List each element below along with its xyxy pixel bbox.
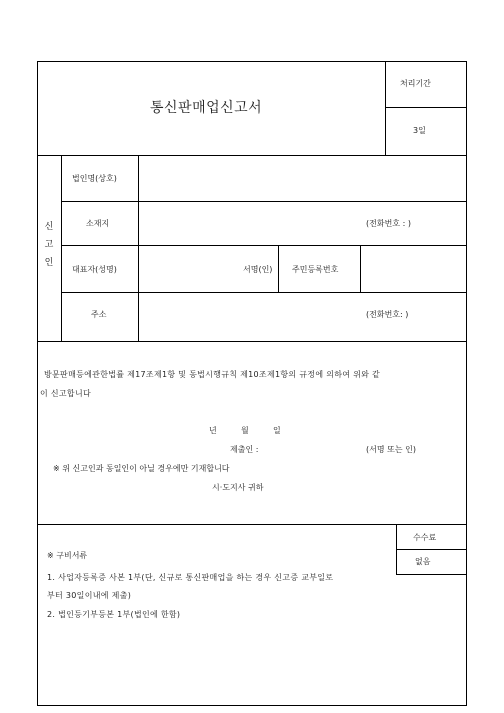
signature-divider (278, 245, 279, 292)
required-doc-1-line-2: 부터 30일이내에 제출) (47, 591, 132, 600)
lower-divider (37, 524, 467, 525)
resident-no-label: 주민등록번호 (292, 265, 339, 274)
side-char-2: 고 (44, 240, 54, 250)
processing-period-label: 처리기간 (400, 79, 431, 88)
required-doc-1-line-1: 1. 사업자등록증 사본 1부(단, 신규로 통신판매업을 하는 경우 신고증 교부일로 (47, 573, 334, 582)
date-month: 월 (241, 426, 249, 435)
address-field[interactable] (139, 293, 364, 341)
address-phone-label: (전화번호: ) (366, 310, 409, 319)
signature-label: 서명(인) (243, 265, 273, 274)
required-docs-title: ※ 구비서류 (47, 551, 88, 560)
corp-name-label: 법인명(상호) (72, 174, 117, 183)
submitter-sign-label: (서명 또는 인) (366, 445, 416, 454)
side-label-divider (61, 155, 62, 341)
section-divider (37, 341, 467, 342)
location-field[interactable] (139, 202, 364, 245)
submitter-note: ※ 위 신고인과 동일인이 아닐 경우에만 기재합니다 (53, 464, 230, 473)
representative-field[interactable] (139, 246, 239, 292)
processing-period-value: 3일 (413, 126, 426, 135)
resident-no-field[interactable] (361, 246, 466, 292)
statement-line-1: 방문판매등에관한법률 제17조제1항 및 동법시행규칙 제10조제1항의 규정에 의하여 위와 같 (44, 370, 381, 379)
required-doc-2: 2. 법인등기부등본 1부(법인에 한함) (47, 610, 181, 619)
date-year: 년 (209, 426, 217, 435)
location-label: 소재지 (86, 219, 110, 228)
addressee: 시·도지사 귀하 (212, 483, 264, 492)
processing-divider (385, 107, 467, 108)
side-char-3: 인 (44, 258, 54, 268)
fee-divider (396, 549, 467, 550)
corp-name-field[interactable] (139, 156, 466, 201)
address-label: 주소 (91, 310, 107, 319)
side-char-1: 신 (44, 222, 54, 232)
processing-column-divider (385, 61, 386, 155)
fee-value: 없음 (415, 557, 431, 566)
location-phone-label: (전화번호 : ) (366, 219, 411, 228)
fee-label: 수수료 (413, 533, 437, 542)
date-day: 일 (273, 426, 281, 435)
fee-bottom-divider (396, 574, 467, 575)
applicant-side-label (43, 218, 55, 272)
representative-label: 대표자(성명) (72, 265, 117, 274)
submitter-label: 제출인 : (230, 445, 259, 454)
submitter-field[interactable] (266, 442, 362, 456)
statement-line-2: 이 신고합니다 (40, 389, 92, 398)
form-title: 통신판매업신고서 (150, 100, 263, 116)
